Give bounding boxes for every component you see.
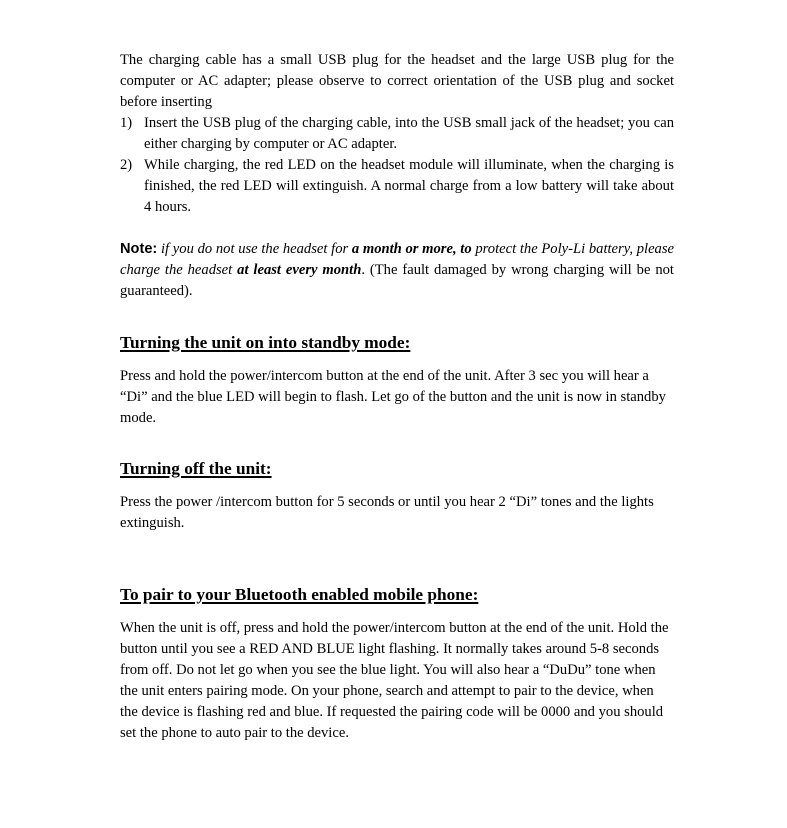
charging-steps-list [120,113,674,218]
step-text: While charging, the red LED on the headset module will illuminate, when the charging is finished, the red LED will extinguish. A normal charge from a low battery will take about 4 hours. [144,157,674,215]
charging-intro-paragraph: The charging cable has a small USB plug for the headset and the large USB plug for the computer or AC adapter; please observe to correct orientation of the USB plug and socket before inserting [120,52,674,110]
bluetooth-pairing-paragraph: When the unit is off, press and hold the power/intercom button at the end of the unit. Hold the button until you see a RED AND BLUE light flashing. It normally takes around 5-8 seconds from off. Do not let go when you see the blue light. You will also hear a “DuDu” tone when the unit enters pairing mode. On your phone, search and attempt to pair to the device, when the device is flashing red and blue. If requested the pairing code will be 0000 and you should set the phone to auto pair to the device. [120,620,669,741]
note-label: Note: [120,241,158,257]
document-page [120,50,674,744]
note-text-3: . (The fault damaged by wrong charging will be not guaranteed). [120,262,674,299]
list-item [120,155,674,218]
bluetooth-pairing-heading: To pair to your Bluetooth enabled mobile phone: [120,585,479,604]
step-number: 1) [120,115,133,131]
step-text: Insert the USB plug of the charging cable, into the USB small jack of the headset; you can either charging by computer or AC adapter. [144,115,674,152]
turn-off-paragraph: Press the power /intercom button for 5 seconds or until you hear 2 “Di” tones and the lights extinguish. [120,494,654,531]
note-text-1: if you do not use the headset for [161,241,349,257]
step-number: 2) [120,157,133,173]
note-emphasis-1: a month or more, to [351,241,472,257]
turn-off-heading: Turning off the unit: [120,459,272,478]
note-emphasis-2: at least every month [237,262,362,278]
list-item [120,113,674,155]
standby-mode-paragraph: Press and hold the power/intercom button at the end of the unit. After 3 sec you will hear a “Di” and the blue LED will begin to flash. Let go of the button and the unit is now in standby mode. [120,368,666,426]
standby-mode-heading: Turning the unit on into standby mode: [120,333,411,352]
note-text-2: protect the Poly-Li battery, please charge the headset [120,241,675,278]
battery-note-paragraph [120,239,674,302]
